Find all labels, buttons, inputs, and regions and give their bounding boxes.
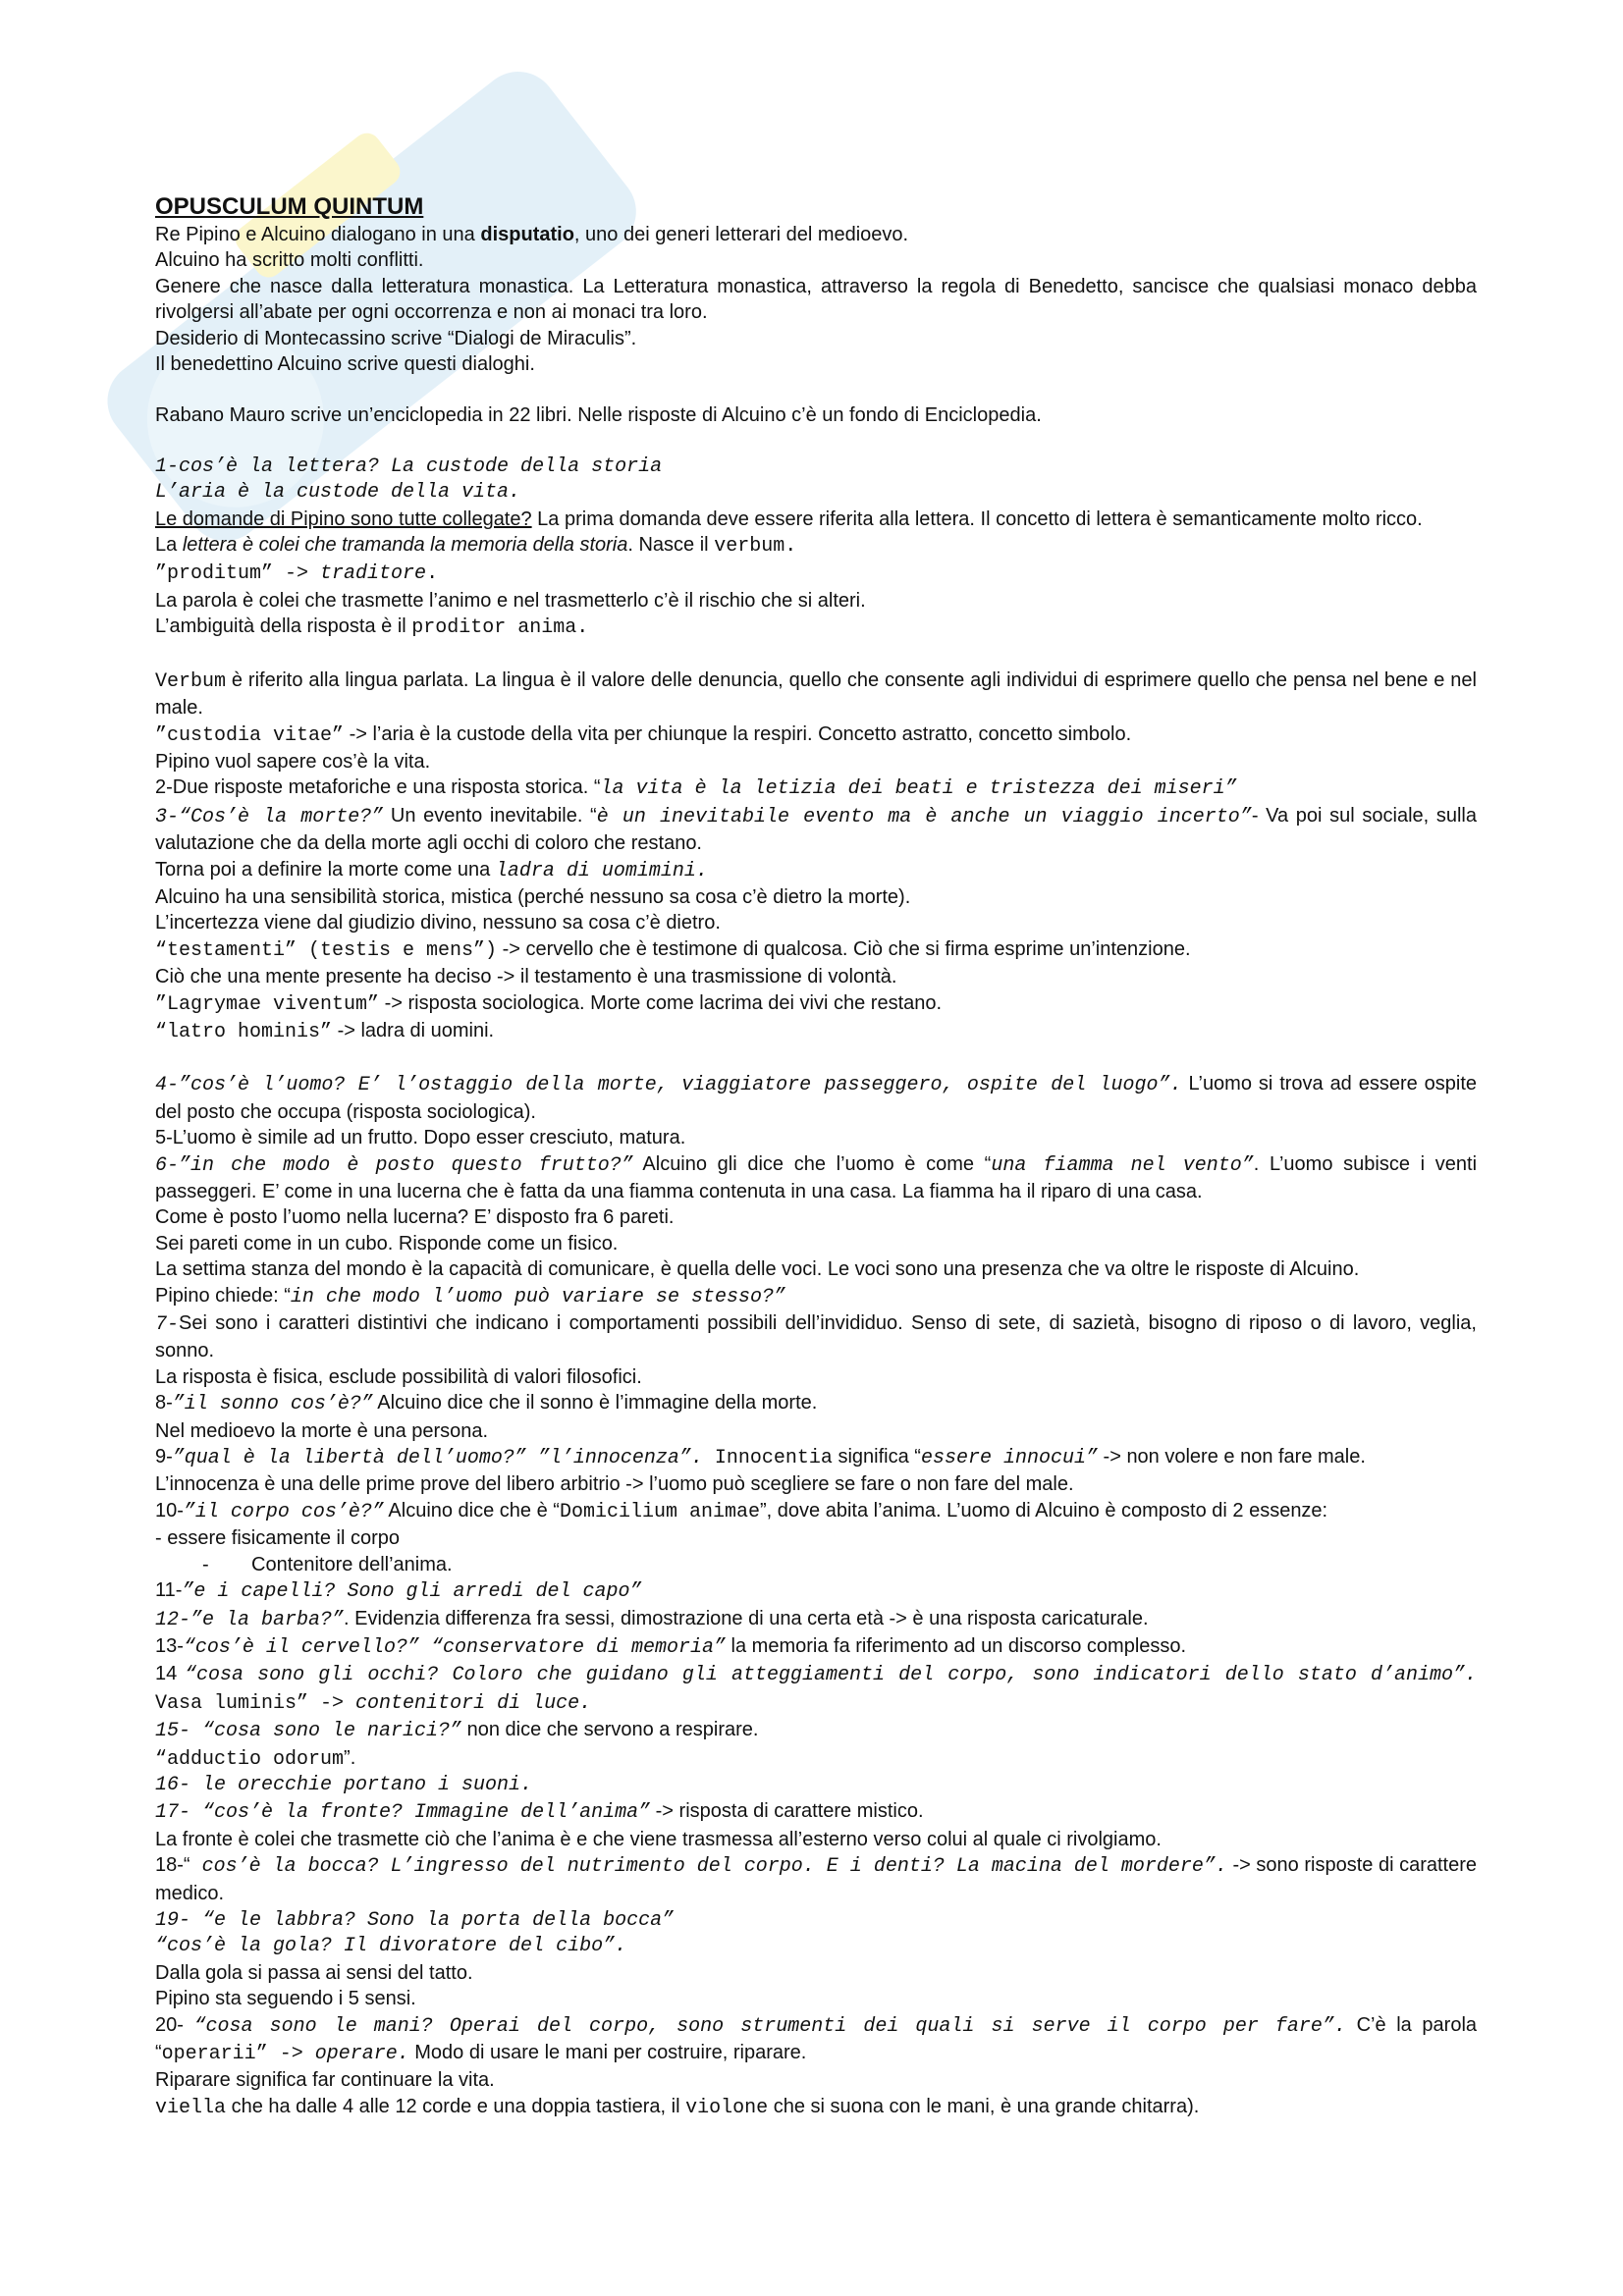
paragraph-lucerna: Come è posto l’uomo nella lucerna? E’ disposto fra 6 pareti. <box>155 1206 675 1229</box>
paragraph-custodia-vitae: ”custodia vitae” -> l’aria è la custode della vita per chiunque la respiri. Concetto astratto, concetto simbolo. <box>155 722 1132 747</box>
paragraph-adductio: “adductio odorum”. <box>155 1746 356 1771</box>
question-8: 8-”il sonno cos’è?” Alcuino dice che il sonno è l’immagine della morte. <box>155 1392 818 1416</box>
paragraph-riparare: Riparare significa far continuare la vita. <box>155 2069 495 2092</box>
question-10: 10-”il corpo cos’è?” Alcuino dice che è “Domicilium animae”, dove abita l’anima. L’uomo di Alcuino è composto di 2 essenze: <box>155 1499 1328 1523</box>
question-6: 6-”in che modo è posto questo frutto?” Alcuino gli dice che l’uomo è come “una fiamma nel vento”. L’uomo subisce i venti passeggeri. E’ come in una lucerna che è fatta da una fiamma contenuta in una casa. La fiamma ha il riparo di una casa. <box>155 1152 1478 1202</box>
intro-line-5: Il benedettino Alcuino scrive questi dialoghi. <box>155 353 535 376</box>
paragraph-testamento: Ciò che una mente presente ha deciso -> il testamento è una trasmissione di volontà. <box>155 966 897 988</box>
question-4: 4-”cos’è l’uomo? E’ l’ostaggio della morte, viaggiatore passeggero, ospite del luogo”. L’uomo si trova ad essere ospite del posto che occupa (risposta sociologica). <box>155 1073 1477 1123</box>
question-18: 18-“ cos’è la bocca? L’ingresso del nutrimento del corpo. E i denti? La macina del mordere”. -> sono risposte di carattere medico. <box>155 1854 1478 1904</box>
paragraph-letter-memory: La lettera è colei che tramanda la memoria della storia. Nasce il verbum. <box>155 534 797 559</box>
paragraph-parola: La parola è colei che trasmette l’animo e nel trasmetterlo c’è il rischio che si alteri. <box>155 589 866 612</box>
question-7: 7-Sei sono i caratteri distintivi che indicano i comportamenti possibili dell’invididuo. Senso di sete, di sazietà, bisogno di riposo o di lavoro, veglia, sonno. <box>155 1312 1477 1362</box>
paragraph-tatto: Dalla gola si passa ai sensi del tatto. <box>155 1961 473 1984</box>
question-3: 3-“Cos’è la morte?” Un evento inevitabile. “è un inevitabile evento ma è anche un viaggio incerto”- Va poi sul sociale, sulla valutazione che da della morte agli occhi di coloro che restano. <box>155 804 1478 855</box>
paragraph-vita: Pipino vuol sapere cos’è la vita. <box>155 750 431 773</box>
paragraph-sensibilita: Alcuino ha una sensibilità storica, mistica (perché nessuno sa cosa c’è dietro la morte). <box>155 885 911 908</box>
paragraph-questions-linked: Le domande di Pipino sono tutte collegate? La prima domanda deve essere riferita alla lettera. Il concetto di lettera è semanticamente molto ricco. <box>155 507 1423 530</box>
list-item-corpo: - essere fisicamente il corpo <box>155 1527 400 1550</box>
paragraph-risposta-fisica: La risposta è fisica, esclude possibilità di valori filosofici. <box>155 1365 642 1388</box>
question-11: 11-”e i capelli? Sono gli arredi del capo” <box>155 1579 642 1604</box>
list-item-anima: - Contenitore dell’anima. <box>202 1553 453 1575</box>
paragraph-pipino-chiede: Pipino chiede: “in che modo l’uomo può variare se stesso?” <box>155 1284 785 1308</box>
paragraph-viella: viella che ha dalle 4 alle 12 corde e una doppia tastiera, il violone che si suona con le mani, è una grande chitarra). <box>155 2095 1200 2119</box>
question-13: 13-“cos’è il cervello?” “conservatore di memoria” la memoria fa riferimento ad un discorso complesso. <box>155 1634 1187 1659</box>
question-16: 16- le orecchie portano i suoni. <box>155 1773 533 1796</box>
paragraph-ladra: Torna poi a definire la morte come una ladra di uomimini. <box>155 858 708 882</box>
paragraph-morte-persona: Nel medioevo la morte è una persona. <box>155 1419 489 1442</box>
document-page <box>155 192 1477 2121</box>
question-12: 12-”e la barba?”. Evidenzia differenza fra sessi, dimostrazione di una certa età -> è una risposta caricaturale. <box>155 1607 1149 1631</box>
paragraph-incertezza: L’incertezza viene dal giudizio divino, nessuno sa cosa c’è dietro. <box>155 912 721 934</box>
paragraph-innocenza: L’innocenza è una delle prime prove del libero arbitrio -> l’uomo può scegliere se fare o non fare del male. <box>155 1473 1074 1496</box>
question-19: 19- “e le labbra? Sono la porta della bocca” <box>155 1908 675 1932</box>
paragraph-verbum: Verbum è riferito alla lingua parlata. La lingua è il valore delle denuncia, quello che consente agli individui di esprimere quello che pensa nel bene e nel male. <box>155 668 1477 720</box>
question-20: 20- “cosa sono le mani? Operai del corpo, sono strumenti dei quali si serve il corpo per fare”. C’è la parola “operarii” -> operare. Modo di usare le mani per costruire, riparare. <box>155 2013 1478 2065</box>
paragraph-sensi: Pipino sta seguendo i 5 sensi. <box>155 1988 416 2010</box>
intro-line-2: Alcuino ha scritto molti conflitti. <box>155 249 424 272</box>
question-14: 14 “cosa sono gli occhi? Coloro che guidano gli atteggiamenti del corpo, sono indicatori dello stato d’animo”. Vasa luminis” -> contenitori di luce. <box>155 1663 1477 1715</box>
paragraph-testamenti: “testamenti” (testis e mens”) -> cervello che è testimone di qualcosa. Ciò che si firma esprime un’intenzione. <box>155 937 1191 962</box>
paragraph-fronte: La fronte è colei che trasmette ciò che l’anima è e che viene trasmessa all’esterno verso colui al quale ci rivolgiamo. <box>155 1828 1162 1850</box>
answer-air: L’aria è la custode della vita. <box>155 481 521 505</box>
paragraph-latro: “latro hominis” -> ladra di uomini. <box>155 1019 495 1043</box>
question-17: 17- “cos’è la fronte? Immagine dell’anima” -> risposta di carattere mistico. <box>155 1800 924 1825</box>
paragraph-pareti: Sei pareti come in un cubo. Risponde come un fisico. <box>155 1232 619 1255</box>
question-2: 2-Due risposte metaforiche e una risposta storica. “la vita è la letizia dei beati e tristezza dei miseri” <box>155 776 1237 801</box>
paragraph-proditum: ”proditum” -> traditore. <box>155 562 439 586</box>
question-1: 1-cos’è la lettera? La custode della storia <box>155 454 663 478</box>
paragraph-gola: “cos’è la gola? Il divoratore del cibo”. <box>155 1935 627 1958</box>
intro-line-6: Rabano Mauro scrive un’enciclopedia in 22 libri. Nelle risposte di Alcuino c’è un fondo di Enciclopedia. <box>155 404 1042 427</box>
intro-line-1: Re Pipino e Alcuino dialogano in una disputatio, uno dei generi letterari del medioevo. <box>155 224 909 245</box>
intro-line-3: Genere che nasce dalla letteratura monastica. La Letteratura monastica, attraverso la regola di Benedetto, sancisce che qualsiasi monaco debba rivolgersi all’abate per ogni occorrenza e non ai monaci tra loro. <box>155 275 1477 324</box>
question-5: 5-L’uomo è simile ad un frutto. Dopo esser cresciuto, matura. <box>155 1127 686 1149</box>
paragraph-lagrymae: ”Lagrymae viventum” -> risposta sociologica. Morte come lacrima dei vivi che restano. <box>155 991 943 1016</box>
question-15: 15- “cosa sono le narici?” non dice che servono a respirare. <box>155 1719 759 1743</box>
paragraph-ambiguita: L’ambiguità della risposta è il proditor anima. <box>155 615 589 640</box>
intro-line-4: Desiderio di Montecassino scrive “Dialogi de Miraculis”. <box>155 327 637 349</box>
question-9: 9-”qual è la libertà dell’uomo?” ”l’innocenza”. Innocentia significa “essere innocui” -> non volere e non fare male. <box>155 1446 1366 1470</box>
paragraph-settima-stanza: La settima stanza del mondo è la capacità di comunicare, è quella delle voci. Le voci sono una presenza che va oltre le risposte di Alcuino. <box>155 1258 1360 1281</box>
document-title: OPUSCULUM QUINTUM <box>155 193 424 220</box>
